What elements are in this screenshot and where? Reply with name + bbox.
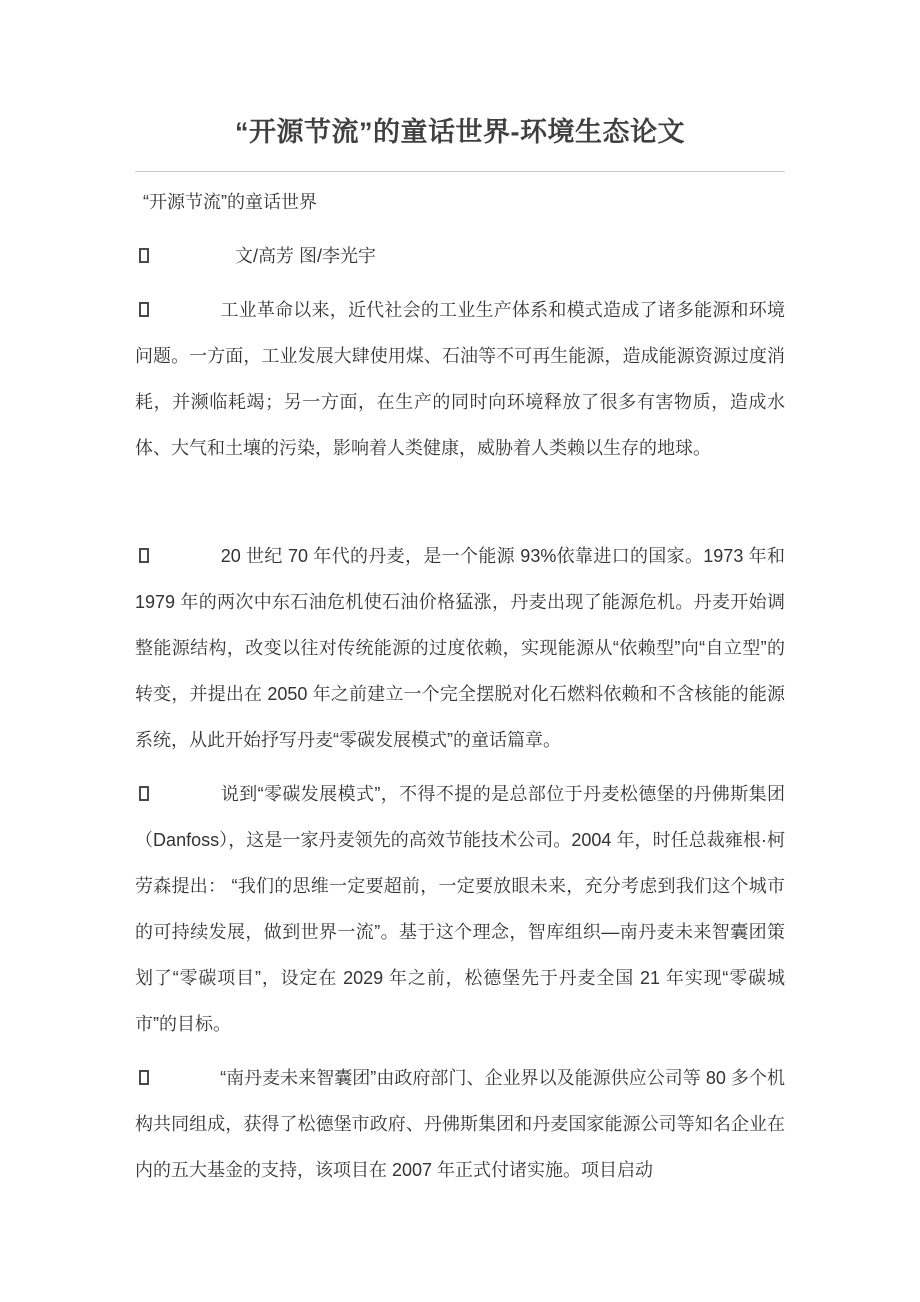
page-title: “开源节流”的童话世界-环境生态论文	[235, 117, 685, 147]
paragraph-text: “南丹麦未来智囊团”由政府部门、企业界以及能源供应公司等 80 多个机构共同组成，获得了松德堡市政府、丹佛斯集团和丹麦国家能源公司等知名企业在内的五大基金的支持，该项目在 2007 年正式付诸实施。项目启动	[135, 1068, 785, 1180]
byline-text: 文/高芳 图/李光宇	[235, 246, 377, 266]
tab-spacer	[154, 1083, 215, 1084]
tofu-missing-glyph-icon	[139, 248, 149, 263]
tofu-missing-glyph-icon	[139, 786, 149, 801]
subtitle: “开源节流”的童话世界	[143, 192, 317, 212]
tab-spacer	[154, 261, 230, 262]
byline-line	[135, 233, 785, 279]
tofu-missing-glyph-icon	[139, 1070, 149, 1085]
paragraph-2	[135, 533, 785, 763]
tab-spacer	[154, 799, 215, 800]
paragraph-4	[135, 1055, 785, 1193]
tofu-missing-glyph-icon	[139, 548, 149, 563]
paragraph-text: 工业革命以来，近代社会的工业生产体系和模式造成了诸多能源和环境问题。一方面，工业发展大肆使用煤、石油等不可再生能源，造成能源资源过度消耗，并濒临耗竭；另一方面，在生产的同时向环境释放了很多有害物质，造成水体、大气和土壤的污染，影响着人类健康，威胁着人类赖以生存的地球。	[135, 300, 785, 458]
tab-spacer	[154, 561, 215, 562]
paragraph-text: 20 世纪 70 年代的丹麦，是一个能源 93%依靠进口的国家。1973 年和 1979 年的两次中东石油危机使石油价格猛涨，丹麦出现了能源危机。丹麦开始调整能源结构，改变以往对传统能源的过度依赖，实现能源从“依赖型”向“自立型”的转变，并提出在 2050 年之前建立一个完全摆脱对化石燃料依赖和不含核能的能源系统，从此开始抒写丹麦“零碳发展模式”的童话篇章。	[135, 546, 785, 750]
paragraph-text: 说到“零碳发展模式”，不得不提的是总部位于丹麦松德堡的丹佛斯集团（Danfoss），这是一家丹麦领先的高效节能技术公司。2004 年，时任总裁雍根·柯劳森提出： “我们的思维一定要超前，一定要放眼未来，充分考虑到我们这个城市的可持续发展，做到世界一流”。基于这个理念，智库组织—南丹麦未来智囊团策划了“零碳项目”，设定在 2029 年之前，松德堡先于丹麦全国 21 年实现“零碳城市”的目标。	[135, 784, 785, 1034]
blank-line	[135, 479, 785, 525]
paragraph-1	[135, 287, 785, 471]
paragraph-3	[135, 771, 785, 1047]
title-divider	[135, 171, 785, 172]
tofu-missing-glyph-icon	[139, 302, 149, 317]
tab-spacer	[154, 315, 215, 316]
